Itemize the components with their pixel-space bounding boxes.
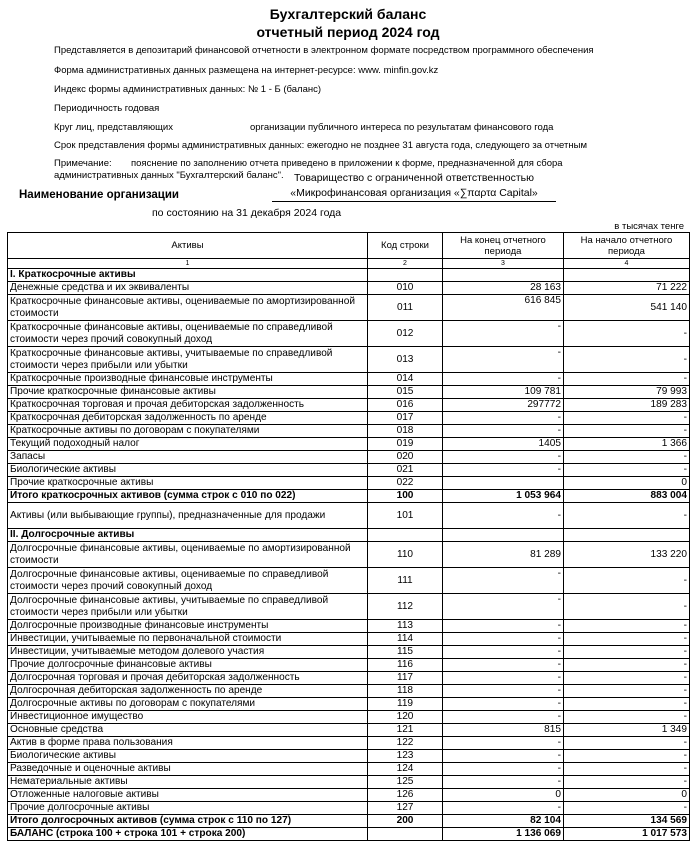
row-label: Долгосрочные производные финансовые инструменты [8, 620, 368, 633]
organization-name-line-2: «Микрофинансовая организация «∑παρτα Capital» [290, 187, 538, 199]
row-code: 121 [368, 724, 443, 737]
row-start-value: - [564, 503, 690, 529]
row-end-value: - [443, 425, 564, 438]
row-code: 013 [368, 347, 443, 373]
meta-line-4: Периодичность годовая [54, 103, 160, 114]
row-end-value: - [443, 776, 564, 789]
row-code: 018 [368, 425, 443, 438]
row-start-value: - [564, 711, 690, 724]
table-row [8, 698, 690, 711]
table-row [8, 542, 690, 568]
row-code: 011 [368, 295, 443, 321]
row-end-value: 1 053 964 [443, 490, 564, 503]
row-start-value: - [564, 698, 690, 711]
row-label: Биологические активы [8, 750, 368, 763]
table-row [8, 490, 690, 503]
row-code [368, 529, 443, 542]
row-start-value: - [564, 685, 690, 698]
row-end-value: - [443, 594, 564, 620]
row-end-value: - [443, 633, 564, 646]
organization-underline [272, 201, 556, 202]
row-end-value: 28 163 [443, 282, 564, 295]
row-label: Итого долгосрочных активов (сумма строк с 110 по 127) [8, 815, 368, 828]
row-start-value: - [564, 659, 690, 672]
row-start-value: - [564, 763, 690, 776]
row-label: I. Краткосрочные активы [8, 269, 368, 282]
row-end-value: 815 [443, 724, 564, 737]
row-label: Прочие долгосрочные активы [8, 802, 368, 815]
row-end-value: - [443, 373, 564, 386]
column-number: 4 [564, 259, 690, 269]
table-row [8, 685, 690, 698]
row-label: Биологические активы [8, 464, 368, 477]
row-label: Долгосрочные активы по договорам с покупателями [8, 698, 368, 711]
row-code: 200 [368, 815, 443, 828]
table-row [8, 399, 690, 412]
row-label: Долгосрочные финансовые активы, учитываемые по справедливой стоимости через прибыли или убытки [8, 594, 368, 620]
table-row [8, 789, 690, 802]
row-code: 114 [368, 633, 443, 646]
row-start-value: - [564, 425, 690, 438]
note-line-1: пояснение по заполнению отчета приведено в приложении к форме, предназначенной для сбора [131, 158, 563, 169]
row-start-value: - [564, 737, 690, 750]
row-end-value [443, 477, 564, 490]
row-end-value: - [443, 763, 564, 776]
row-start-value: - [564, 633, 690, 646]
row-label: Нематериальные активы [8, 776, 368, 789]
row-code: 113 [368, 620, 443, 633]
row-code: 116 [368, 659, 443, 672]
row-start-value: 133 220 [564, 542, 690, 568]
table-row [8, 464, 690, 477]
row-start-value: 1 366 [564, 438, 690, 451]
table-row [8, 815, 690, 828]
row-code: 127 [368, 802, 443, 815]
row-end-value: - [443, 321, 564, 347]
row-start-value: - [564, 464, 690, 477]
as-of-date: по состоянию на 31 декабря 2024 года [152, 207, 342, 219]
row-start-value: - [564, 594, 690, 620]
meta-line-2: Форма административных данных размещена на интернет-ресурсе: www. minfin.gov.kz [54, 65, 439, 76]
row-code: 126 [368, 789, 443, 802]
row-code: 100 [368, 490, 443, 503]
row-end-value: - [443, 568, 564, 594]
row-code: 014 [368, 373, 443, 386]
header-end-period: На конец отчетного периода [443, 233, 564, 259]
row-start-value: 79 993 [564, 386, 690, 399]
row-code: 112 [368, 594, 443, 620]
organization-name-line-1: Товарищество с ограниченной ответственностью [293, 172, 535, 184]
row-end-value: - [443, 659, 564, 672]
row-end-value: - [443, 646, 564, 659]
row-start-value: 0 [564, 789, 690, 802]
column-number: 1 [8, 259, 368, 269]
row-start-value: 71 222 [564, 282, 690, 295]
meta-line-3: Индекс формы административных данных: № 1 - Б (баланс) [54, 84, 322, 95]
note-label: Примечание: [54, 158, 112, 169]
row-code [368, 828, 443, 841]
row-code: 110 [368, 542, 443, 568]
row-label: Прочие долгосрочные финансовые активы [8, 659, 368, 672]
row-start-value: - [564, 321, 690, 347]
header-start-period: На начало отчетного периода [564, 233, 690, 259]
table-row [8, 529, 690, 542]
row-end-value: 0 [443, 789, 564, 802]
table-row [8, 763, 690, 776]
row-end-value: - [443, 451, 564, 464]
row-end-value: - [443, 412, 564, 425]
table-row [8, 451, 690, 464]
row-code: 123 [368, 750, 443, 763]
row-end-value: - [443, 698, 564, 711]
row-label: Долгосрочная торговая и прочая дебиторская задолженность [8, 672, 368, 685]
row-start-value: - [564, 750, 690, 763]
row-code: 020 [368, 451, 443, 464]
row-start-value: - [564, 412, 690, 425]
row-end-value: - [443, 685, 564, 698]
row-end-value: - [443, 802, 564, 815]
row-end-value: 82 104 [443, 815, 564, 828]
row-label: Разведочные и оценочные активы [8, 763, 368, 776]
table-row [8, 620, 690, 633]
document-title: Бухгалтерский баланс [269, 6, 427, 22]
row-code: 021 [368, 464, 443, 477]
row-code: 122 [368, 737, 443, 750]
row-code: 124 [368, 763, 443, 776]
row-label: Краткосрочная дебиторская задолженность по аренде [8, 412, 368, 425]
table-row [8, 594, 690, 620]
row-start-value: 541 140 [564, 295, 690, 321]
row-code: 101 [368, 503, 443, 529]
table-row [8, 659, 690, 672]
balance-table [7, 232, 690, 841]
row-end-value: - [443, 347, 564, 373]
row-code [368, 269, 443, 282]
row-end-value: - [443, 750, 564, 763]
table-row [8, 672, 690, 685]
row-label: II. Долгосрочные активы [8, 529, 368, 542]
table-row [8, 646, 690, 659]
row-label: Краткосрочные производные финансовые инструменты [8, 373, 368, 386]
units-label: в тысячах тенге [614, 221, 684, 232]
row-label: Денежные средства и их эквиваленты [8, 282, 368, 295]
row-label: Инвестиции, учитываемые по первоначальной стоимости [8, 633, 368, 646]
row-end-value: - [443, 620, 564, 633]
table-row [8, 477, 690, 490]
row-start-value: 189 283 [564, 399, 690, 412]
row-end-value: - [443, 503, 564, 529]
row-label: Краткосрочная торговая и прочая дебиторская задолженность [8, 399, 368, 412]
row-start-value: 1 349 [564, 724, 690, 737]
row-label: БАЛАНС (строка 100 + строка 101 + строка 200) [8, 828, 368, 841]
note-line-2: административных данных "Бухгалтерский баланс". [54, 170, 284, 181]
row-label: Инвестиции, учитываемые методом долевого участия [8, 646, 368, 659]
row-end-value: 297772 [443, 399, 564, 412]
table-row [8, 269, 690, 282]
row-start-value: - [564, 776, 690, 789]
row-label: Прочие краткосрочные активы [8, 477, 368, 490]
table-row [8, 412, 690, 425]
meta-line-1: Представляется в депозитарий финансовой отчетности в электронном формате посредством программного обеспечения [54, 45, 594, 56]
row-start-value: - [564, 646, 690, 659]
row-label: Краткосрочные финансовые активы, учитываемые по справедливой стоимости через прибыли или убытки [8, 347, 368, 373]
table-row [8, 633, 690, 646]
row-end-value [443, 269, 564, 282]
row-end-value: - [443, 464, 564, 477]
table-row [8, 425, 690, 438]
column-number: 2 [368, 259, 443, 269]
table-row [8, 321, 690, 347]
row-code: 125 [368, 776, 443, 789]
row-label: Итого краткосрочных активов (сумма строк с 010 по 022) [8, 490, 368, 503]
row-code: 115 [368, 646, 443, 659]
row-label: Основные средства [8, 724, 368, 737]
row-end-value: - [443, 672, 564, 685]
row-start-value: - [564, 451, 690, 464]
table-row [8, 802, 690, 815]
row-start-value: 0 [564, 477, 690, 490]
table-row [8, 373, 690, 386]
table-row [8, 737, 690, 750]
row-start-value: 883 004 [564, 490, 690, 503]
row-label: Запасы [8, 451, 368, 464]
row-code: 016 [368, 399, 443, 412]
row-code: 117 [368, 672, 443, 685]
header-code: Код строки [368, 233, 443, 259]
row-label: Инвестиционное имущество [8, 711, 368, 724]
row-end-value [443, 529, 564, 542]
row-label: Отложенные налоговые активы [8, 789, 368, 802]
row-label: Долгосрочные финансовые активы, оцениваемые по амортизированной стоимости [8, 542, 368, 568]
row-start-value: - [564, 672, 690, 685]
table-row [8, 295, 690, 321]
row-label: Активы (или выбывающие группы), предназначенные для продажи [8, 503, 368, 529]
row-code: 019 [368, 438, 443, 451]
row-end-value: 81 289 [443, 542, 564, 568]
table-row [8, 386, 690, 399]
document-subtitle: отчетный период 2024 год [256, 24, 440, 40]
row-label: Прочие краткосрочные финансовые активы [8, 386, 368, 399]
row-code: 010 [368, 282, 443, 295]
organization-label: Наименование организации [19, 189, 179, 201]
row-end-value: 616 845 [443, 295, 564, 321]
deadline-line: Срок представления формы административных данных: ежегодно не позднее 31 августа года, следующего за отчетным [54, 140, 587, 151]
table-row [8, 711, 690, 724]
header-assets: Активы [8, 233, 368, 259]
row-start-value: 134 569 [564, 815, 690, 828]
row-code: 120 [368, 711, 443, 724]
table-row [8, 776, 690, 789]
row-code: 022 [368, 477, 443, 490]
row-label: Долгосрочная дебиторская задолженность по аренде [8, 685, 368, 698]
row-label: Краткосрочные финансовые активы, оцениваемые по амортизированной стоимости [8, 295, 368, 321]
circle-label: Круг лиц, представляющих [54, 122, 173, 133]
row-start-value [564, 269, 690, 282]
row-code: 111 [368, 568, 443, 594]
row-code: 119 [368, 698, 443, 711]
table-row [8, 724, 690, 737]
row-start-value [564, 529, 690, 542]
row-end-value: - [443, 711, 564, 724]
row-code: 015 [368, 386, 443, 399]
row-start-value: - [564, 373, 690, 386]
table-row [8, 438, 690, 451]
row-label: Краткосрочные активы по договорам с покупателями [8, 425, 368, 438]
row-end-value: - [443, 737, 564, 750]
row-start-value: - [564, 347, 690, 373]
row-code: 012 [368, 321, 443, 347]
column-number: 3 [443, 259, 564, 269]
row-start-value: 1 017 573 [564, 828, 690, 841]
circle-value: организации публичного интереса по результатам финансового года [250, 122, 554, 133]
row-label: Актив в форме права пользования [8, 737, 368, 750]
table-row [8, 828, 690, 841]
row-start-value: - [564, 802, 690, 815]
row-label: Текущий подоходный налог [8, 438, 368, 451]
row-end-value: 109 781 [443, 386, 564, 399]
row-code: 017 [368, 412, 443, 425]
row-start-value: - [564, 568, 690, 594]
row-label: Краткосрочные финансовые активы, оцениваемые по справедливой стоимости через прочий совокупный доход [8, 321, 368, 347]
table-row [8, 503, 690, 529]
table-row [8, 750, 690, 763]
table-row [8, 282, 690, 295]
row-end-value: 1405 [443, 438, 564, 451]
table-row [8, 347, 690, 373]
row-start-value: - [564, 620, 690, 633]
row-code: 118 [368, 685, 443, 698]
row-end-value: 1 136 069 [443, 828, 564, 841]
row-label: Долгосрочные финансовые активы, оцениваемые по справедливой стоимости через прочий совокупный доход [8, 568, 368, 594]
table-row [8, 568, 690, 594]
